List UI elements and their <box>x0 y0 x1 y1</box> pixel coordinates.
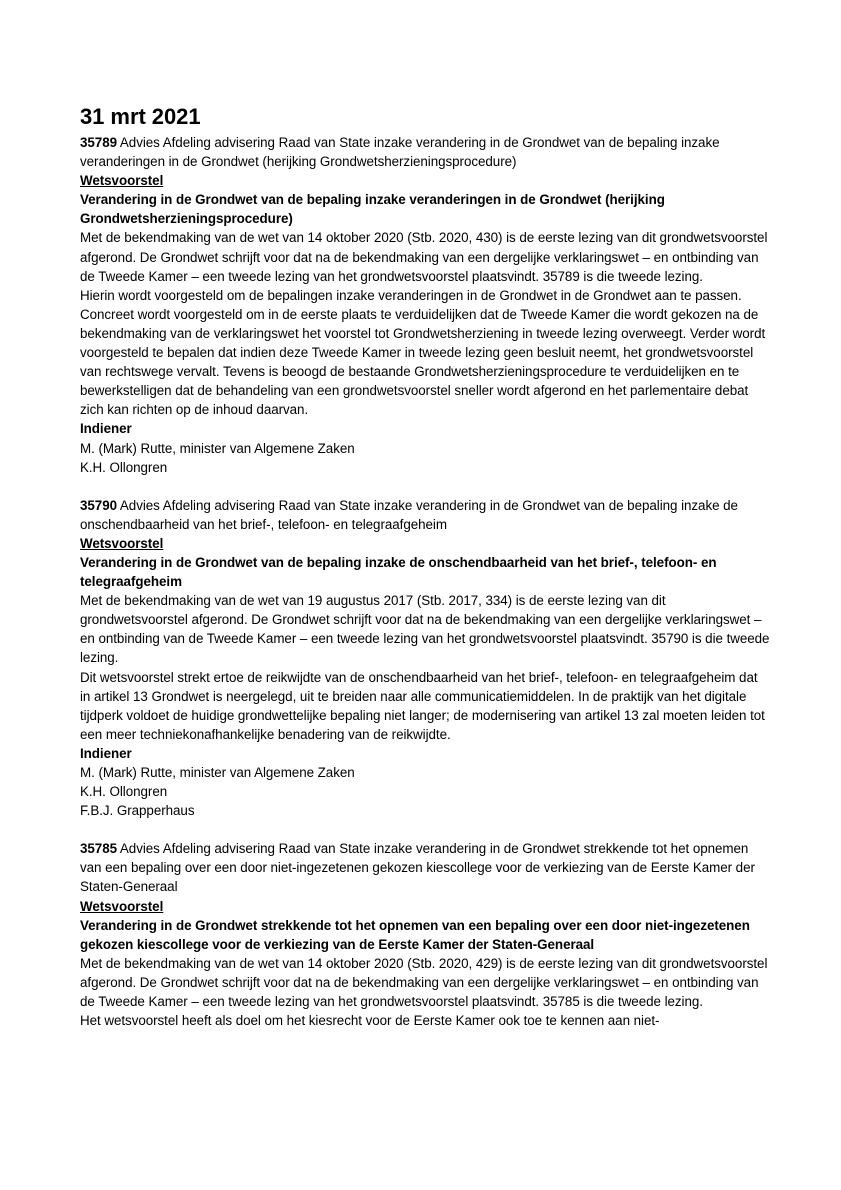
proposal-title: Verandering in de Grondwet strekkende tot het opnemen van een bepaling over een door niet-ingezetenen gekozen kiescollege voor de verkiezing van de Eerste Kamer der Staten-Generaal <box>80 917 750 952</box>
entry-heading <box>80 133 770 171</box>
type-label: Wetsvoorstel <box>80 173 164 189</box>
submitter-label: Indiener <box>80 745 132 761</box>
entry-heading <box>80 496 770 534</box>
proposal-title: Verandering in de Grondwet van de bepaling inzake veranderingen in de Grondwet (herijking Grondwetsherzieningsprocedure) <box>80 192 665 227</box>
submitter: K.H. Ollongren <box>80 784 168 800</box>
page-date-heading: 31 mrt 2021 <box>80 104 201 129</box>
entry-heading <box>80 839 770 896</box>
submitter-label: Indiener <box>80 421 132 437</box>
entry-heading-text: Advies Afdeling advisering Raad van State inzake verandering in de Grondwet strekkende tot het opnemen van een bepaling over een door niet-ingezetenen gekozen kiescollege voor de verkiezing van de Eerste Kamer der Staten-Generaal <box>80 841 755 895</box>
paragraph: Hierin wordt voorgesteld om de bepalingen inzake veranderingen in de Grondwet in de Grondwet aan te passen. Concreet wordt voorgesteld om in de eerste plaats te verduidelijken dat de Tweede Kamer die wordt gekozen na de bekendmaking van de verklaringswet het voorstel tot Grondwetsherziening in tweede lezing overweegt. Verder wordt voorgesteld te bepalen dat indien deze Tweede Kamer in tweede lezing geen besluit neemt, het grondwetsvoorstel van rechtswege vervalt. Tevens is beoogd de bestaande Grondwetsherzieningsprocedure te verduidelijken en te bewerkstelligen dat de behandeling van een grondwetsvoorstel sneller wordt afgerond en het parlementaire debat zich kan richten op de inhoud daarvan. <box>80 287 766 418</box>
type-label: Wetsvoorstel <box>80 535 164 551</box>
entry-heading-text: Advies Afdeling advisering Raad van State inzake verandering in de Grondwet van de bepaling inzake veranderingen in de Grondwet (herijking Grondwetsherzieningsprocedure) <box>80 135 720 170</box>
paragraph: Het wetsvoorstel heeft als doel om het kiesrecht voor de Eerste Kamer ook toe te kennen aan niet- <box>80 1013 660 1029</box>
document-page <box>80 103 770 1030</box>
submitter: K.H. Ollongren <box>80 459 168 475</box>
entry-number: 35789 <box>80 135 117 150</box>
entry-number: 35790 <box>80 497 117 513</box>
type-label: Wetsvoorstel <box>80 898 164 914</box>
paragraph: Met de bekendmaking van de wet van 19 augustus 2017 (Stb. 2017, 334) is de eerste lezing van dit grondwetsvoorstel afgerond. De Grondwet schrijft voor dat na de bekendmaking van een dergelijke verklaringswet – en ontbinding van de Tweede Kamer – een tweede lezing van het grondwetsvoorstel plaatsvindt. 35790 is die tweede lezing. <box>80 593 770 666</box>
submitter: M. (Mark) Rutte, minister van Algemene Zaken <box>80 440 355 456</box>
proposal-title: Verandering in de Grondwet van de bepaling inzake de onschendbaarheid van het brief-, telefoon- en telegraafgeheim <box>80 554 717 590</box>
entry-heading-text: Advies Afdeling advisering Raad van State inzake verandering in de Grondwet van de bepaling inzake de onschendbaarheid van het brief-, telefoon- en telegraafgeheim <box>80 497 738 532</box>
paragraph: Met de bekendmaking van de wet van 14 oktober 2020 (Stb. 2020, 430) is de eerste lezing van dit grondwetsvoorstel afgerond. De Grondwet schrijft voor dat na de bekendmaking van een dergelijke verklaringswet – en ontbinding van de Tweede Kamer – een tweede lezing van het grondwetsvoorstel plaatsvindt. 35789 is die tweede lezing. <box>80 230 768 284</box>
entry-35785 <box>80 839 770 1030</box>
entry-35789 <box>80 133 770 477</box>
submitter: F.B.J. Grapperhaus <box>80 803 195 819</box>
entry-35790 <box>80 496 770 821</box>
submitter: M. (Mark) Rutte, minister van Algemene Zaken <box>80 765 355 780</box>
entry-number: 35785 <box>80 841 117 857</box>
paragraph: Dit wetsvoorstel strekt ertoe de reikwijdte van de onschendbaarheid van het brief-, telefoon- en telegraafgeheim dat in artikel 13 Grondwet is neergelegd, uit te breiden naar alle communicatiemiddelen. In de praktijk van het digitale tijdperk voldoet de huidige grondwettelijke bepaling niet langer; de modernisering van artikel 13 zal moeten leiden tot een meer techniekonafhankelijke benadering van de reikwijdte. <box>80 669 765 742</box>
paragraph: Met de bekendmaking van de wet van 14 oktober 2020 (Stb. 2020, 429) is de eerste lezing van dit grondwetsvoorstel afgerond. De Grondwet schrijft voor dat na de bekendmaking van een dergelijke verklaringswet – en ontbinding van de Tweede Kamer – een tweede lezing van het grondwetsvoorstel plaatsvindt. 35785 is die tweede lezing. <box>80 955 768 1010</box>
